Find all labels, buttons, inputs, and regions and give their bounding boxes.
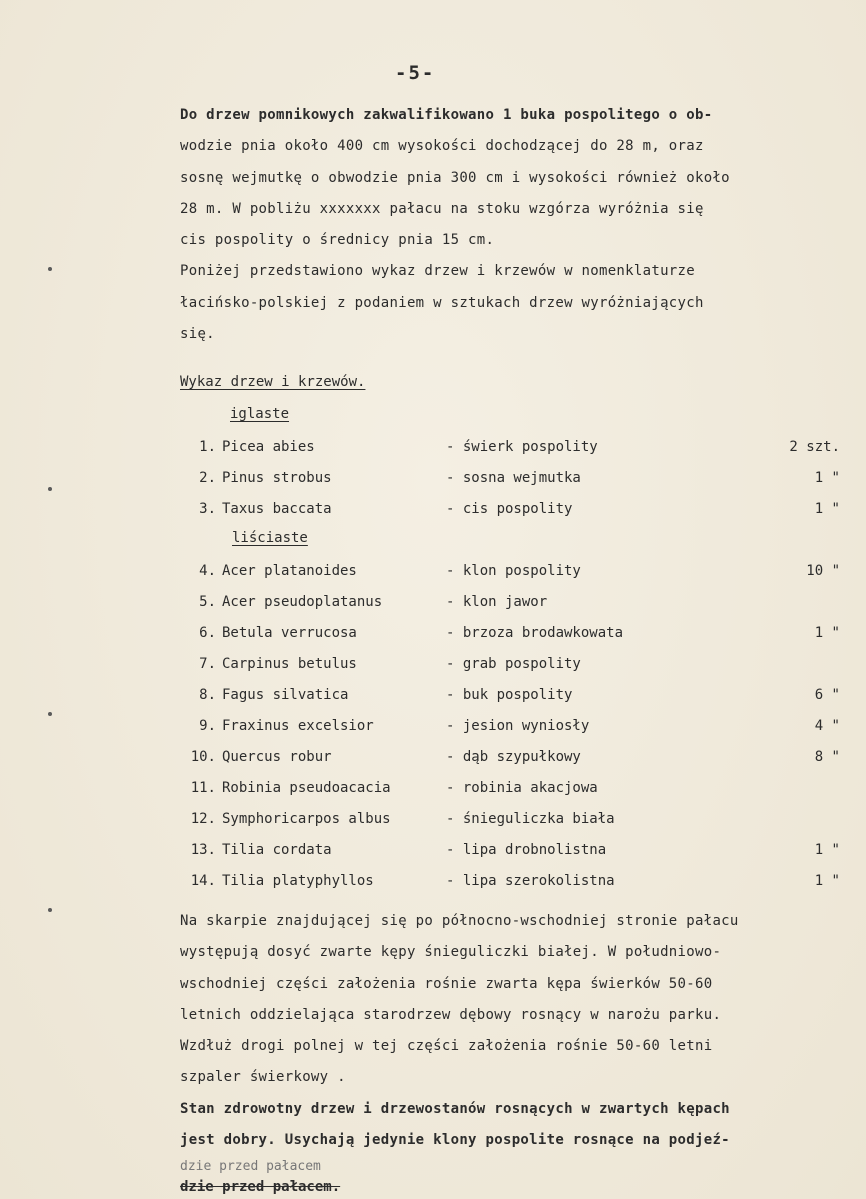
latin-name: Carpinus betulus — [222, 656, 357, 672]
polish-name: - jesion wyniosły — [446, 718, 590, 734]
count: 1 " — [814, 873, 840, 889]
punch-hole — [48, 487, 52, 491]
latin-name: Acer platanoides — [222, 563, 357, 579]
species-row — [180, 804, 840, 835]
latin-name: Symphoricarpos albus — [222, 811, 391, 827]
species-row — [180, 618, 840, 649]
text-line: 28 m. W pobliżu xxxxxxx pałacu na stoku wzgórza wyróżnia się — [180, 200, 704, 217]
latin-name: Fraxinus excelsior — [222, 718, 374, 734]
species-row — [180, 587, 840, 618]
count: 10 " — [806, 563, 840, 579]
polish-name: - sosna wejmutka — [446, 470, 581, 486]
text-line: występują dosyć zwarte kępy śnieguliczki białej. W południowo- — [180, 944, 722, 961]
species-row — [180, 866, 840, 897]
row-number: 14. — [190, 873, 216, 889]
polish-name: - świerk pospolity — [446, 439, 598, 455]
text-line: szpaler świerkowy . — [180, 1069, 346, 1086]
text-line: łacińsko-polskiej z podaniem w sztukach drzew wyróżniających — [180, 294, 704, 311]
polish-name: - klon pospolity — [446, 563, 581, 579]
latin-name: Robinia pseudoacacia — [222, 780, 391, 796]
punch-hole — [48, 712, 52, 716]
closing-paragraph — [180, 906, 840, 1156]
text-line: jest dobry. Usychają jedynie klony pospolite rosnące na podjeź- — [180, 1132, 730, 1149]
species-row — [180, 432, 840, 463]
species-row — [180, 835, 840, 866]
list-heading: Wykaz drzew i krzewów. — [180, 374, 366, 390]
polish-name: - lipa drobnolistna — [446, 842, 607, 858]
text-line: Stan zdrowotny drzew i drzewostanów rosnących w zwartych kępach — [180, 1100, 730, 1117]
row-number: 8. — [199, 687, 216, 703]
text-line: Na skarpie znajdującej się po północno-wschodniej stronie pałacu — [180, 913, 739, 929]
text-line: sosnę wejmutkę o obwodzie pnia 300 cm i wysokości również około — [180, 169, 730, 186]
page-number: -5- — [395, 62, 436, 84]
polish-name: - klon jawor — [446, 594, 548, 610]
faint-carbon-line: dzie przed pałacem — [180, 1159, 321, 1174]
text-line: wodzie pnia około 400 cm wysokości dochodzącej do 28 m, oraz — [180, 138, 704, 155]
row-number: 12. — [190, 811, 216, 827]
text-line: Wzdłuż drogi polnej w tej części założenia rośnie 50-60 letni — [180, 1038, 713, 1055]
text-line: wschodniej części założenia rośnie zwarta kępa świerków 50-60 — [180, 975, 713, 992]
species-row — [180, 773, 840, 804]
latin-name: Acer pseudoplatanus — [222, 594, 383, 610]
row-number: 6. — [199, 625, 216, 641]
row-number: 3. — [199, 501, 216, 517]
row-number: 7. — [199, 656, 216, 672]
text-line: Do drzew pomnikowych zakwalifikowano 1 buka pospolitego o ob- — [180, 107, 713, 123]
latin-name: Betula verrucosa — [222, 625, 357, 641]
row-number: 13. — [190, 842, 216, 858]
polish-name: - buk pospolity — [446, 687, 573, 703]
polish-name: - lipa szerokolistna — [446, 873, 615, 889]
polish-name: - robinia akacjowa — [446, 780, 598, 796]
polish-name: - cis pospolity — [446, 501, 573, 517]
latin-name: Taxus baccata — [222, 501, 332, 517]
row-number: 5. — [199, 594, 216, 610]
count: 1 " — [814, 470, 840, 486]
text-line: letnich oddzielająca starodrzew dębowy rosnący w narożu parku. — [180, 1006, 722, 1023]
polish-name: - brzoza brodawkowata — [446, 625, 624, 641]
species-row — [180, 742, 840, 773]
latin-name: Fagus silvatica — [222, 687, 349, 703]
latin-name: Quercus robur — [222, 749, 332, 765]
row-number: 4. — [199, 563, 216, 579]
species-row — [180, 680, 840, 711]
latin-name: Tilia platyphyllos — [222, 873, 374, 889]
count: 1 " — [814, 501, 840, 517]
group-label-iglaste: iglaste — [230, 406, 290, 422]
punch-hole — [48, 908, 52, 912]
polish-name: - śnieguliczka biała — [446, 811, 615, 827]
count: 1 " — [814, 625, 840, 641]
intro-paragraph — [180, 100, 840, 350]
final-line: dzie przed pałacem. — [180, 1179, 341, 1195]
text-line: się. — [180, 326, 215, 343]
species-row — [180, 556, 840, 587]
row-number: 10. — [190, 749, 216, 765]
row-number: 1. — [199, 439, 216, 455]
count: 1 " — [814, 842, 840, 858]
punch-hole — [48, 267, 52, 271]
text-line: cis pospolity o średnicy pnia 15 cm. — [180, 232, 495, 249]
text-line: Poniżej przedstawiono wykaz drzew i krzewów w nomenklaturze — [180, 263, 695, 280]
count: 2 szt. — [789, 439, 840, 455]
count: 8 " — [814, 749, 840, 765]
row-number: 11. — [190, 780, 216, 796]
polish-name: - dąb szypułkowy — [446, 749, 581, 765]
row-number: 9. — [199, 718, 216, 734]
latin-name: Pinus strobus — [222, 470, 332, 486]
count: 6 " — [814, 687, 840, 703]
species-row — [180, 494, 840, 525]
latin-name: Picea abies — [222, 439, 315, 455]
species-row — [180, 649, 840, 680]
group-label-lisciaste: liściaste — [232, 530, 308, 546]
polish-name: - grab pospolity — [446, 656, 581, 672]
species-row — [180, 711, 840, 742]
count: 4 " — [814, 718, 840, 734]
row-number: 2. — [199, 470, 216, 486]
species-row — [180, 463, 840, 494]
latin-name: Tilia cordata — [222, 842, 332, 858]
